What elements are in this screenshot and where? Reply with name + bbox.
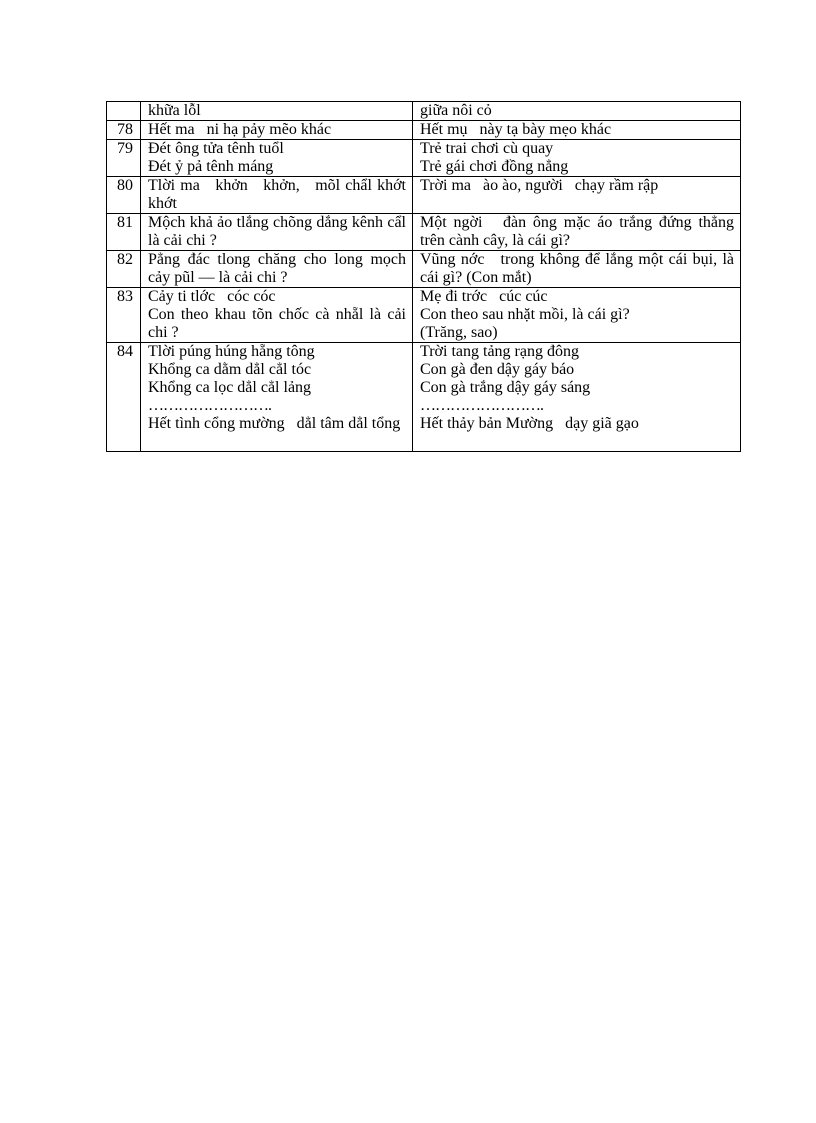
vietnamese-line: Hết mụ này tạ bày mẹo khác (420, 121, 612, 138)
vietnamese-line: Vũng nớc trong không để lắng một cái bụi, là cái gì? (Con mắt) (420, 251, 738, 286)
muong-text-cell (141, 214, 413, 251)
vietnamese-text-cell (413, 251, 741, 288)
row-number: 78 (107, 121, 141, 140)
vietnamese-text-cell (413, 343, 741, 452)
vietnamese-text-cell (413, 288, 741, 343)
muong-line: Khổng ca dằm dẳl cẳl tóc (148, 361, 312, 378)
vietnamese-line: Trẻ gái chơi đồng nẳng (420, 158, 569, 175)
vietnamese-line: Hết thảy bản Mường dạy giã gạo (420, 415, 639, 432)
muong-line: Khổng ca lọc dẳl cẳl lảng (148, 379, 312, 396)
row-number: 79 (107, 140, 141, 177)
muong-line: Cảy ti tlớc cóc cóc (148, 288, 276, 305)
muong-line: Pẳng đác tlong chăng cho long mọch cảy pũl — là cải chi ? (148, 251, 410, 286)
row-number: 81 (107, 214, 141, 251)
muong-text-cell (141, 102, 413, 121)
muong-line: Tlời ma khởn khởn, mõl chẩl khớt khớt (148, 177, 418, 212)
table-row (107, 177, 741, 214)
muong-line: Đét ông tửa tênh tuổl (148, 140, 284, 157)
table-row (107, 140, 741, 177)
vietnamese-text-cell (413, 121, 741, 140)
vietnamese-text-cell (413, 177, 741, 214)
dotted-ellipsis: ……………………. (420, 397, 543, 414)
muong-line: Con theo khau tõn chốc cà nhẵl là cải chi ? (148, 306, 410, 341)
row-number (107, 102, 141, 121)
table-row (107, 102, 741, 121)
vietnamese-line: Con gà đen dậy gáy báo (420, 361, 575, 378)
vietnamese-line: giữa nôi cỏ (420, 102, 492, 119)
vietnamese-text-cell (413, 214, 741, 251)
row-number: 82 (107, 251, 141, 288)
muong-line: Hết ma ni hạ pảy mẽo khác (148, 121, 332, 138)
vietnamese-line: Mẹ đi trớc cúc cúc (420, 288, 548, 305)
muong-text-cell (141, 121, 413, 140)
muong-line: khữa lỗl (148, 102, 201, 119)
muong-line: Đét ỷ pả tênh máng (148, 158, 274, 175)
muong-text-cell (141, 140, 413, 177)
vietnamese-line: Trẻ trai chơi cù quay (420, 140, 554, 157)
muong-line: Hết tình cổng mường dẳl tâm dẳl tổng (148, 415, 401, 432)
vietnamese-line: Con theo sau nhặt mồi, là cái gì? (420, 306, 630, 323)
table-row (107, 121, 741, 140)
riddle-table (106, 101, 741, 452)
vietnamese-line: Con gà trắng dậy gáy sáng (420, 379, 591, 396)
table-row (107, 343, 741, 452)
vietnamese-line: (Trăng, sao) (420, 324, 498, 341)
vietnamese-line: Trời ma ào ào, người chạy rầm rập (420, 177, 659, 194)
table-row (107, 251, 741, 288)
table-row (107, 214, 741, 251)
dotted-ellipsis: ……………………. (148, 397, 271, 414)
vietnamese-line: Một ngời đàn ông mặc áo trắng đứng thẳng trên cành cây, là cái gì? (420, 214, 738, 249)
vietnamese-line: Trời tang tảng rạng đông (420, 343, 579, 360)
table-row (107, 288, 741, 343)
muong-text-cell (141, 251, 413, 288)
vietnamese-text-cell (413, 102, 741, 121)
row-number: 80 (107, 177, 141, 214)
muong-line: Mộch khả ảo tlắng chõng dắng kênh cẩl là cải chi ? (148, 214, 410, 249)
muong-line: Tlời púng húng hẵng tông (148, 343, 315, 360)
muong-text-cell (141, 177, 418, 214)
muong-text-cell (141, 288, 413, 343)
row-number: 83 (107, 288, 141, 343)
muong-text-cell (141, 343, 413, 452)
vietnamese-text-cell (413, 140, 741, 177)
row-number: 84 (107, 343, 141, 452)
